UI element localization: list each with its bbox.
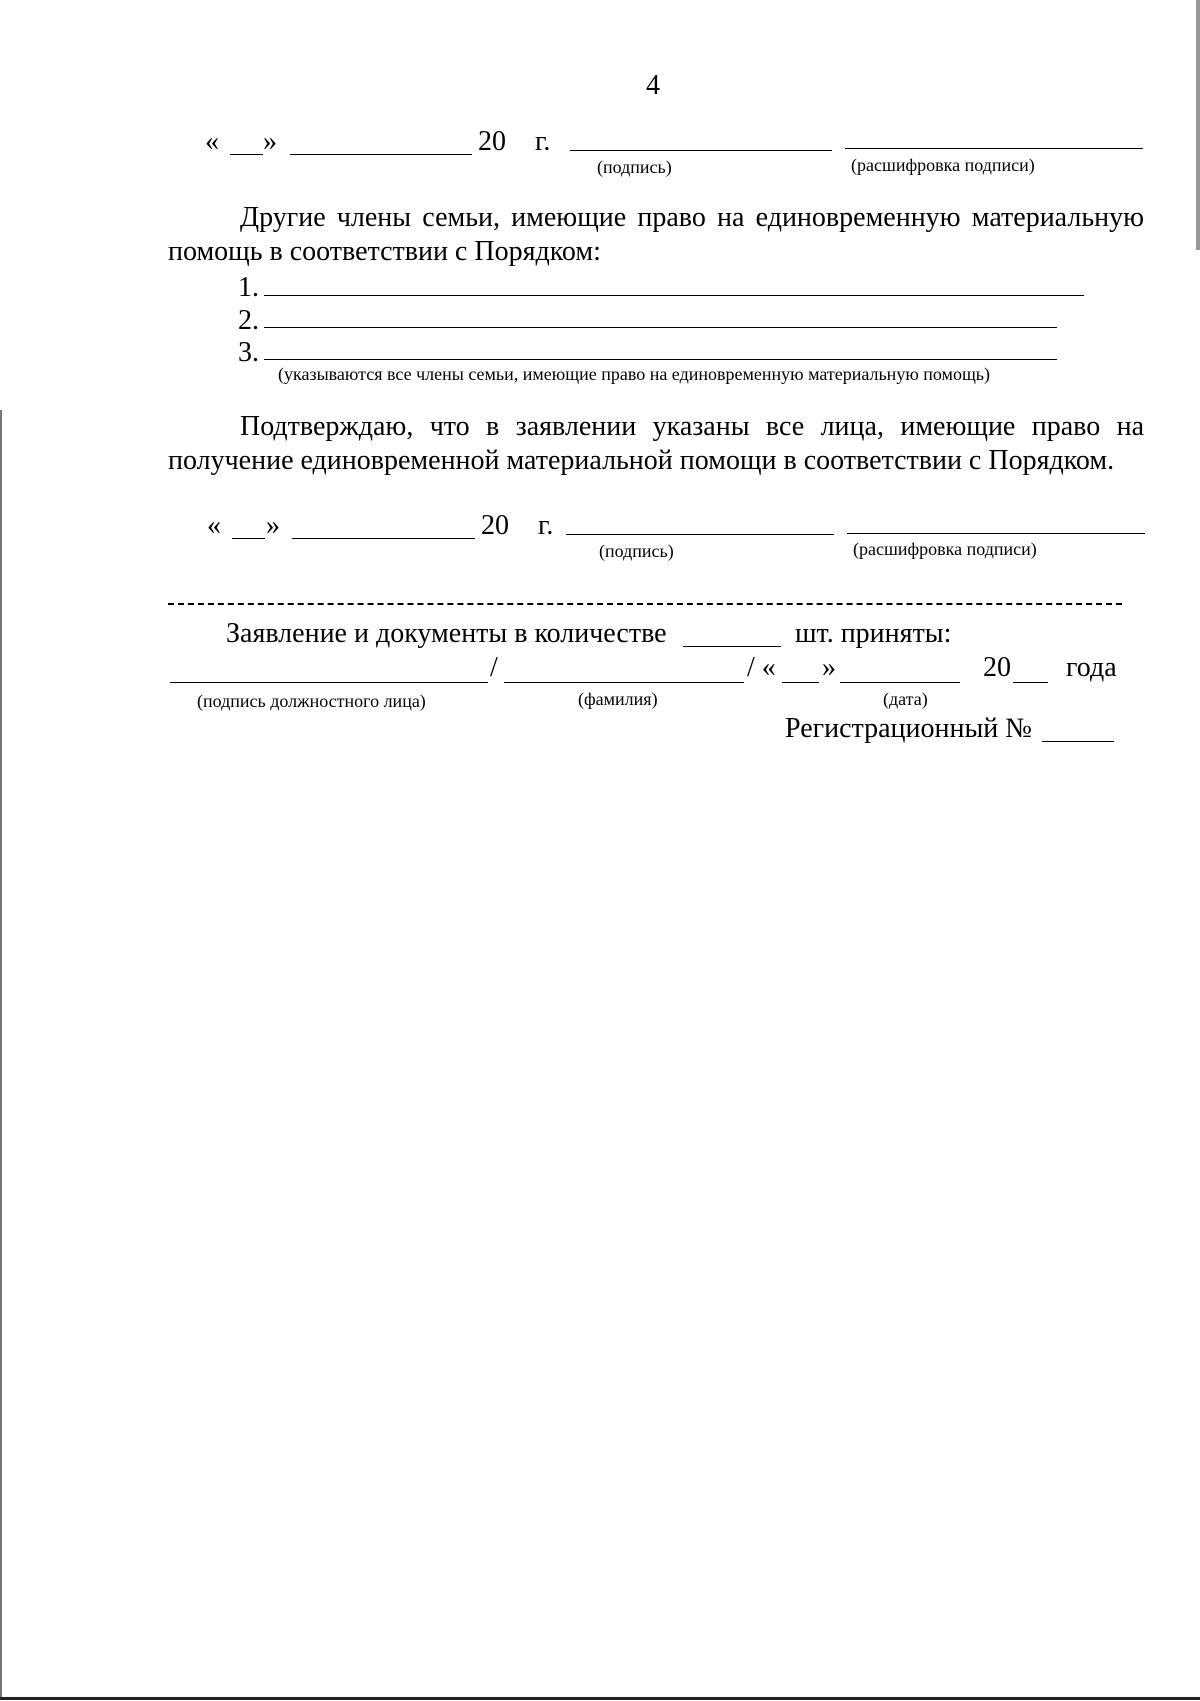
family-member-field-2[interactable] xyxy=(264,327,1057,328)
close-quote: » xyxy=(266,510,280,541)
close-quote: » xyxy=(822,652,836,683)
list-item-number: 3. xyxy=(238,337,259,368)
page-number: 4 xyxy=(646,70,660,101)
signature-field[interactable] xyxy=(566,534,834,535)
surname-field[interactable] xyxy=(504,682,744,683)
month-field[interactable] xyxy=(290,154,472,155)
surname-caption: (фамилия) xyxy=(578,689,658,709)
list-item-number: 2. xyxy=(238,305,259,336)
day-field[interactable] xyxy=(230,154,263,155)
signature-caption: (подпись) xyxy=(597,157,672,177)
decoding-caption: (расшифровка подписи) xyxy=(853,539,1037,559)
cut-line xyxy=(168,603,1122,605)
month-field[interactable] xyxy=(292,538,475,539)
acceptance-text: Заявление и документы в количестве xyxy=(226,618,667,649)
signature-decoding-field[interactable] xyxy=(847,533,1145,534)
signature-field[interactable] xyxy=(570,150,832,151)
scan-edge-bottom xyxy=(0,1697,1200,1700)
open-quote: « xyxy=(207,510,221,541)
year-prefix: 20 xyxy=(478,126,506,157)
confirmation-text: Подтверждаю, что в заявлении указаны все лица, имеющие право на получение единовременной материальной помощи в соответствии с Порядком. xyxy=(168,411,1144,476)
year-word: года xyxy=(1066,652,1117,683)
family-members-text: Другие члены семьи, имеющие право на единовременную материальную помощь в соответствии с Порядком: xyxy=(168,202,1144,267)
family-member-field-3[interactable] xyxy=(264,359,1057,360)
year-prefix: 20 xyxy=(481,510,509,541)
scan-edge-right xyxy=(1196,0,1200,250)
family-members-caption: (указываются все члены семьи, имеющие право на единовременную материальную помощь) xyxy=(278,364,991,384)
slash-separator: / xyxy=(490,652,498,683)
date-caption: (дата) xyxy=(883,689,928,709)
registration-label: Регистрационный № xyxy=(785,713,1032,744)
close-quote: » xyxy=(263,126,277,157)
family-member-field-1[interactable] xyxy=(264,295,1084,296)
slash-open-quote: / « xyxy=(747,652,776,683)
list-item-number: 1. xyxy=(238,272,259,303)
year-suffix: г. xyxy=(535,126,551,157)
registration-number-field[interactable] xyxy=(1042,741,1114,742)
decoding-caption: (расшифровка подписи) xyxy=(851,155,1035,175)
month-field[interactable] xyxy=(840,682,960,683)
signature-decoding-field[interactable] xyxy=(845,148,1143,149)
year-field[interactable] xyxy=(1013,682,1048,683)
day-field[interactable] xyxy=(232,538,265,539)
day-field[interactable] xyxy=(782,682,819,683)
documents-count-field[interactable] xyxy=(683,646,781,647)
official-signature-field[interactable] xyxy=(170,682,488,683)
acceptance-text-after: шт. приняты: xyxy=(795,618,952,649)
scan-edge-left xyxy=(0,410,2,1700)
year-prefix: 20 xyxy=(983,652,1011,683)
year-suffix: г. xyxy=(538,510,554,541)
signature-caption: (подпись) xyxy=(599,541,674,561)
official-signature-caption: (подпись должностного лица) xyxy=(197,691,426,711)
open-quote: « xyxy=(205,126,219,157)
